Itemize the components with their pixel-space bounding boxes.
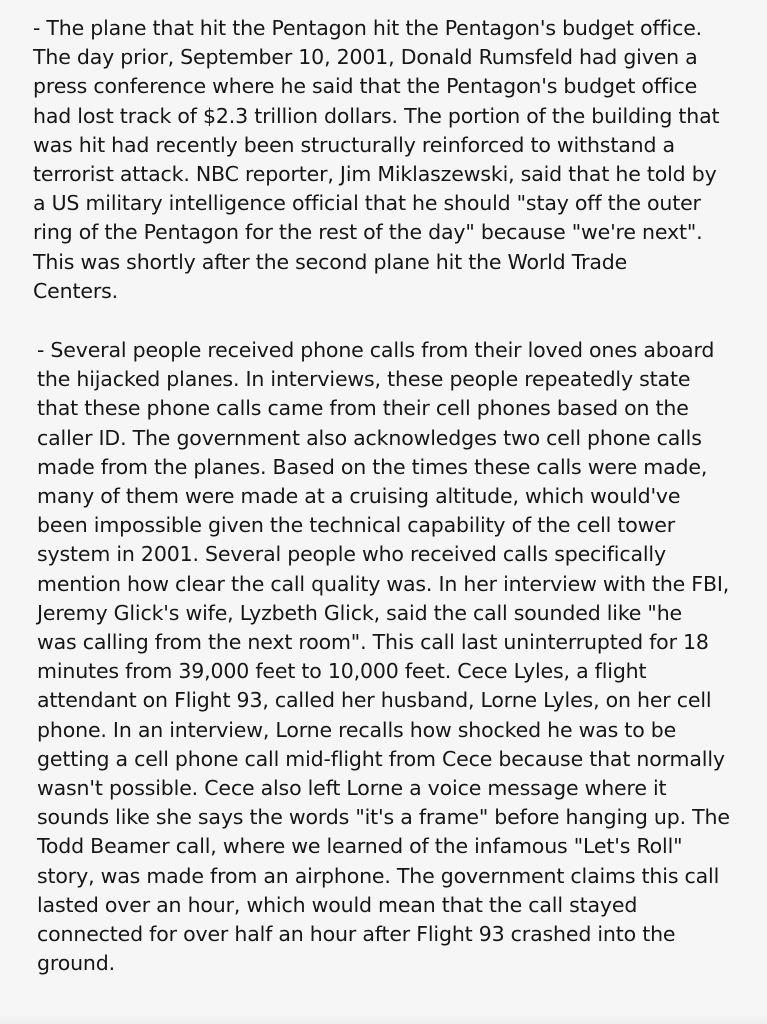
paragraph-phone-calls: - Several people received phone calls from their loved ones aboard the hijacked planes. In interviews, these people repeatedly state that these phone calls came from their cell phones based on the caller ID. The government also acknowledges two cell phone calls made from the planes. Based on the times these calls were made, many of them were made at a cruising altitude, which would've been impossible given the technical capability of the cell tower system in 2001. Several people who received calls specifically mention how clear the call quality was. In her interview with the FBI, Jeremy Glick's wife, Lyzbeth Glick, said the call sounded like "he was calling from the next room". This call last uninterrupted for 18 minutes from 39,000 feet to 10,000 feet. Cece Lyles, a flight attendant on Flight 93, called her husband, Lorne Lyles, on her cell phone. In an interview, Lorne recalls how shocked he was to be getting a cell phone call mid-flight from Cece because that normally wasn't possible. Cece also left Lorne a voice message where it sounds like she says the words "it's a frame" before hanging up. The Todd Beamer call, where we learned of the infamous "Let's Roll" story, was made from an airphone. The government claims this call lasted over an hour, which would mean that the call stayed connected for over half an hour after Flight 93 crashed into the ground. [37, 338, 730, 976]
paragraph-pentagon-budget-office: - The plane that hit the Pentagon hit the Pentagon's budget office. The day prior, September 10, 2001, Donald Rumsfeld had given a press conference where he said that the Pentagon's budget office had lost track of $2.3 trillion dollars. The portion of the building that was hit had recently been structurally reinforced to withstand a terrorist attack. NBC reporter, Jim Miklaszewski, said that he told by a US military intelligence official that he should "stay off the outer ring of the Pentagon for the rest of the day" because "we're next". This was shortly after the second plane hit the World Trade Centers. [33, 16, 720, 303]
page-bottom-edge [0, 1014, 767, 1024]
